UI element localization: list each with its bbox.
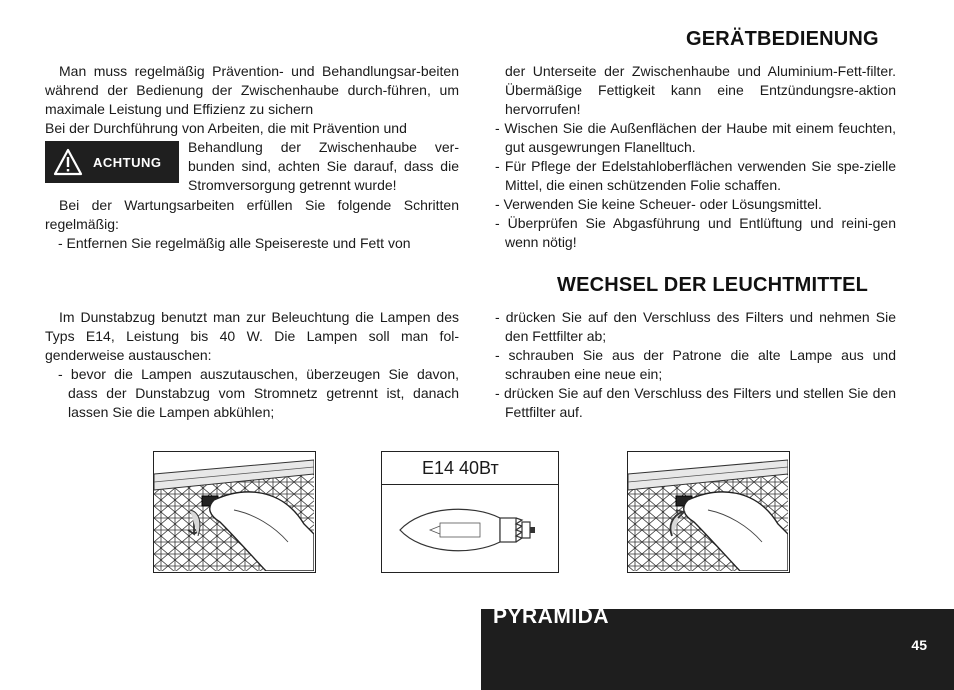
candle-bulb-icon — [382, 486, 557, 571]
page-number: 45 — [911, 637, 927, 653]
filter-removal-illustration — [154, 452, 314, 571]
list-item: - Wischen Sie die Außenflächen der Haube mit einem feuchten, gut ausgewrungen Flanelltuch. — [495, 120, 896, 155]
list-item: - Verwenden Sie keine Scheuer- oder Lösungsmittel. — [495, 196, 822, 212]
section1-left-column — [45, 62, 459, 253]
warning-badge — [45, 141, 179, 183]
section2-left-column — [45, 308, 459, 422]
heading-wechsel-der-leuchtmittel: WECHSEL DER LEUCHTMITTEL — [557, 274, 869, 296]
filter-insertion-illustration — [628, 452, 788, 571]
figure-e14-lamp — [381, 451, 559, 573]
list-item: - drücken Sie auf den Verschluss des Filters und stellen Sie den Fettfilter auf. — [495, 385, 896, 420]
list-item: - Für Pflege der Edelstahloberflächen verwenden Sie spe-zielle Mittel, die einen schützenden Folie schaffen. — [495, 158, 896, 193]
heading-geraetbedienung: GERÄTBEDIENUNG — [686, 28, 879, 50]
list-item: - drücken Sie auf den Verschluss des Filters und nehmen Sie den Fettfilter ab; — [495, 309, 896, 344]
list-item: - Überprüfen Sie Abgasführung und Entlüftung und reini-gen wenn nötig! — [495, 215, 896, 250]
lamp-spec-label: E14 40Вт — [382, 452, 558, 485]
list-item: - bevor die Lampen auszutauschen, überzeugen Sie davon, dass der Dunstabzug vom Stromnetz getrennt ist, danach lassen Sie die Lampen abkühlen; — [58, 366, 459, 420]
figure-filter-removal — [153, 451, 316, 573]
paragraph: Bei der Wartungsarbeiten erfüllen Sie folgende Schritten regelmäßig: — [45, 197, 459, 232]
paragraph: Im Dunstabzug benutzt man zur Beleuchtung die Lampen des Typs E14, Leistung bis 40 W. Die Lampen soll man fol-genderweise austauschen: — [45, 309, 459, 363]
warning-text: Behandlung der Zwischenhaube ver-bunden sind, achten Sie darauf, dass die Stromversorgung getrennt wurde! — [188, 139, 459, 193]
warning-badge-label: ACHTUNG — [93, 154, 162, 170]
figure-filter-insertion — [627, 451, 790, 573]
list-item: - schrauben Sie aus der Patrone die alte Lampe aus und schrauben eine neue ein; — [495, 347, 896, 382]
section1-right-column — [495, 62, 896, 252]
paragraph: Bei der Durchführung von Arbeiten, die mit Prävention und — [45, 120, 407, 136]
paragraph: Man muss regelmäßig Prävention- und Behandlungsar-beiten während der Bedienung der Zwischenhaube durch-führen, um maximale Leistung und Effizienz zu sichern — [45, 63, 459, 117]
paragraph: der Unterseite der Zwischenhaube und Aluminium-Fett-filter. Übermäßige Fettigkeit kann eine Entzündungsre-aktion hervorrufen! — [505, 63, 896, 117]
warning-block — [45, 138, 459, 195]
section2-right-column — [495, 308, 896, 422]
footer-bar — [481, 605, 954, 690]
list-item: - Entfernen Sie regelmäßig alle Speisereste und Fett von — [58, 235, 411, 251]
warning-triangle-icon — [53, 148, 83, 176]
brand-logo: PYRAMIDA — [493, 605, 610, 628]
